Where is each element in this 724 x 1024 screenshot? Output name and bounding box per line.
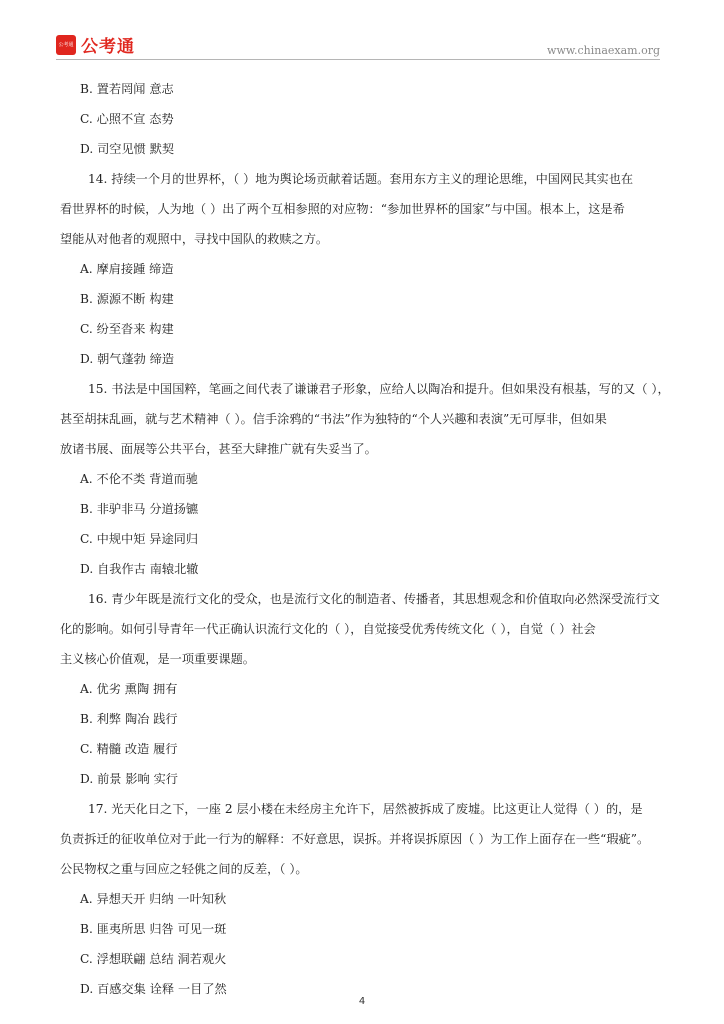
question-17 bbox=[60, 794, 666, 1004]
q14-line-1: 14. 持续一个月的世界杯，（ ）地为舆论场贡献着话题。套用东方主义的理论思维，中国网民其实也在 bbox=[88, 172, 634, 186]
document-body bbox=[60, 74, 670, 1004]
q15-option-b: B. 非驴非马 分道扬镳 bbox=[80, 502, 199, 516]
q17-option-a: A. 异想天开 归纳 一叶知秋 bbox=[80, 892, 227, 906]
q15-option-a: A. 不伦不类 背道而驰 bbox=[80, 472, 198, 486]
question-15 bbox=[60, 374, 670, 584]
question-14 bbox=[60, 164, 666, 374]
q17-option-c: C. 浮想联翩 总结 洞若观火 bbox=[80, 952, 227, 966]
q17-line-1: 17. 光天化日之下，一座 2 层小楼在未经房主允许下，居然被拆成了废墟。比这更让人觉得（ ）的，是 bbox=[88, 802, 643, 816]
q16-option-d: D. 前景 影响 实行 bbox=[80, 772, 178, 786]
q14-line-3: 望能从对他者的观照中，寻找中国队的救赎之方。 bbox=[60, 232, 329, 246]
q17-line-2: 负责拆迁的征收单位对于此一行为的解释：不好意思，误拆。并将误拆原因（ ）为工作上面存在一些“瑕疵”。 bbox=[60, 832, 650, 846]
q13-option-d: D. 司空见惯 默契 bbox=[80, 142, 175, 156]
q16-option-b: B. 利弊 陶冶 践行 bbox=[80, 712, 178, 726]
q17-option-d: D. 百感交集 诠释 一目了然 bbox=[80, 982, 227, 996]
q17-line-3: 公民物权之重与回应之轻佻之间的反差，（ ）。 bbox=[60, 862, 308, 876]
q15-line-1: 15. 书法是中国国粹，笔画之间代表了谦谦君子形象，应给人以陶冶和提升。但如果没有根基，写的又（ ）， bbox=[88, 382, 670, 396]
q15-line-2: 甚至胡抹乱画，就与艺术精神（ ）。信手涂鸦的“书法”作为独特的“个人兴趣和表演”无可厚非，但如果 bbox=[60, 412, 607, 426]
question-16 bbox=[60, 584, 666, 794]
q15-option-d: D. 自我作古 南辕北辙 bbox=[80, 562, 199, 576]
q13-options bbox=[60, 74, 666, 164]
q14-option-c: C. 纷至沓来 构建 bbox=[80, 322, 174, 336]
q14-option-a: A. 摩肩接踵 缔造 bbox=[80, 262, 174, 276]
page-number: 4 bbox=[358, 996, 366, 1007]
q16-line-3: 主义核心价值观，是一项重要课题。 bbox=[60, 652, 255, 666]
q16-option-c: C. 精髓 改造 履行 bbox=[80, 742, 178, 756]
q15-line-3: 放诸书展、面展等公共平台，甚至大肆推广就有失妥当了。 bbox=[60, 442, 377, 456]
q13-option-b: B. 置若罔闻 意志 bbox=[80, 82, 174, 96]
q16-line-2: 化的影响。如何引导青年一代正确认识流行文化的（ ），自觉接受优秀传统文化（ ），自觉（ ）社会 bbox=[60, 622, 596, 636]
q14-option-d: D. 朝气蓬勃 缔造 bbox=[80, 352, 175, 366]
logo-text: 公考通 bbox=[81, 37, 135, 57]
q13-option-c: C. 心照不宣 态势 bbox=[80, 112, 174, 126]
logo-badge-icon: 公考通 bbox=[56, 35, 76, 55]
header-divider bbox=[56, 59, 660, 60]
q16-line-1: 16. 青少年既是流行文化的受众，也是流行文化的制造者、传播者，其思想观念和价值取向必然深受流行文 bbox=[88, 592, 660, 606]
q14-line-2: 看世界杯的时候，人为地（ ）出了两个互相参照的对应物：“参加世界杯的国家”与中国。根本上，这是希 bbox=[60, 202, 625, 216]
page-header bbox=[0, 0, 724, 64]
q17-option-b: B. 匪夷所思 归咎 可见一斑 bbox=[80, 922, 227, 936]
site-url[interactable]: www.chinaexam.org bbox=[547, 44, 660, 57]
q16-option-a: A. 优劣 熏陶 拥有 bbox=[80, 682, 178, 696]
brand-logo[interactable] bbox=[56, 32, 135, 57]
q15-option-c: C. 中规中矩 异途同归 bbox=[80, 532, 199, 546]
q14-option-b: B. 源源不断 构建 bbox=[80, 292, 174, 306]
